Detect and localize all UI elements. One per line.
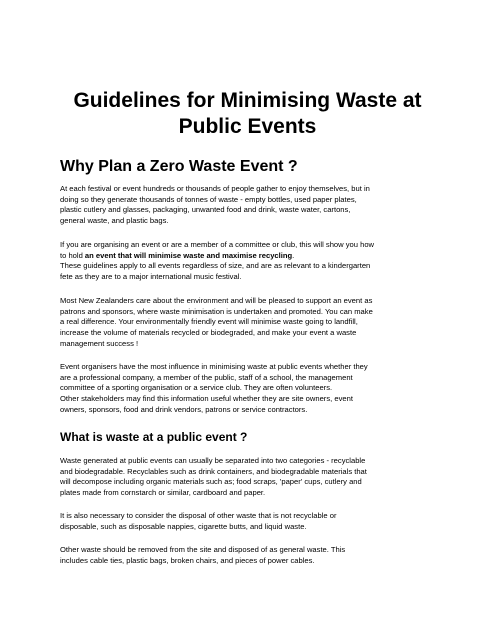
paragraph-general-waste	[60, 545, 450, 566]
text-run: to hold	[60, 250, 85, 260]
paragraph-line: Most New Zealanders care about the environment and will be pleased to support an event as	[60, 296, 373, 305]
paragraph-line: and biodegradable. Recyclables such as drink containers, and biodegradable materials that	[60, 466, 367, 476]
paragraph-line: Other waste should be removed from the site and disposed of as general waste. This	[60, 545, 346, 554]
paragraph-line: general waste, and plastic bags.	[60, 216, 169, 226]
paragraph-waste-categories	[60, 456, 450, 499]
paragraph-line: includes cable ties, plastic bags, broken chairs, and pieces of power cables.	[60, 555, 315, 565]
text-run: .	[292, 250, 295, 260]
paragraph-line: are a professional company, a member of the public, staff of a school, the management	[60, 372, 353, 382]
title-line-1: Guidelines for Minimising Waste at	[73, 89, 422, 112]
paragraph-line: owners, sponsors, food and drink vendors, patrons or service contractors.	[60, 404, 308, 414]
paragraph-line: management success !	[60, 338, 139, 348]
paragraph-line: doing so they generate thousands of tonnes of waste - empty bottles, used paper plates,	[60, 194, 357, 204]
paragraph-event-organisers	[60, 362, 450, 416]
paragraph-organising	[60, 240, 450, 283]
paragraph-line: Event organisers have the most influence in minimising waste at public events whether they	[60, 362, 368, 371]
section-heading-what-is-waste: What is waste at a public event ?	[60, 430, 248, 444]
paragraph-line: fete as they are to a major international music festival.	[60, 272, 242, 282]
paragraph-line: Other stakeholders may find this information useful whether they are site owners, event	[60, 394, 353, 404]
paragraph-line: patrons and sponsors, where waste minimisation is undertaken and promoted. You can make	[60, 306, 373, 316]
emphasis-text: an event that will minimise waste and maximise recycling	[84, 250, 293, 260]
paragraph-new-zealanders	[60, 296, 450, 350]
paragraph-line: Waste generated at public events can usually be separated into two categories - recyclable	[60, 456, 366, 465]
document-title	[40, 88, 455, 140]
paragraph-line: disposable, such as disposable nappies, cigarette butts, and liquid waste.	[60, 521, 307, 531]
paragraph-line: a real difference. Your environmentally friendly event will minimise waste going to landfill,	[60, 317, 358, 327]
title-line-2: Public Events	[178, 115, 317, 138]
paragraph-line: plates made from cornstarch or similar, cardboard and paper.	[60, 488, 266, 498]
section-heading-why-plan: Why Plan a Zero Waste Event ?	[60, 158, 298, 175]
paragraph-line: If you are organising an event or are a member of a committee or club, this will show you how	[60, 240, 375, 249]
paragraph-other-disposal	[60, 511, 450, 532]
paragraph-line-with-emphasis	[60, 251, 450, 262]
paragraph-intro	[60, 184, 450, 227]
paragraph-line: will decompose including organic materials such as; food scraps, 'paper' cups, cutlery and	[60, 477, 362, 487]
paragraph-line: plastic cutlery and glasses, packaging, unwanted food and drink, waste water, cartons,	[60, 205, 351, 215]
paragraph-line: It is also necessary to consider the disposal of other waste that is not recyclable or	[60, 511, 337, 520]
paragraph-line: At each festival or event hundreds or thousands of people gather to enjoy themselves, but in	[60, 184, 370, 193]
paragraph-line: These guidelines apply to all events regardless of size, and are as relevant to a kindergarten	[60, 261, 371, 271]
paragraph-line: committee of a sporting organisation or a service club. They are often volunteers.	[60, 383, 333, 393]
paragraph-line: increase the volume of materials recycled or biodegraded, and make your event a waste	[60, 328, 357, 338]
